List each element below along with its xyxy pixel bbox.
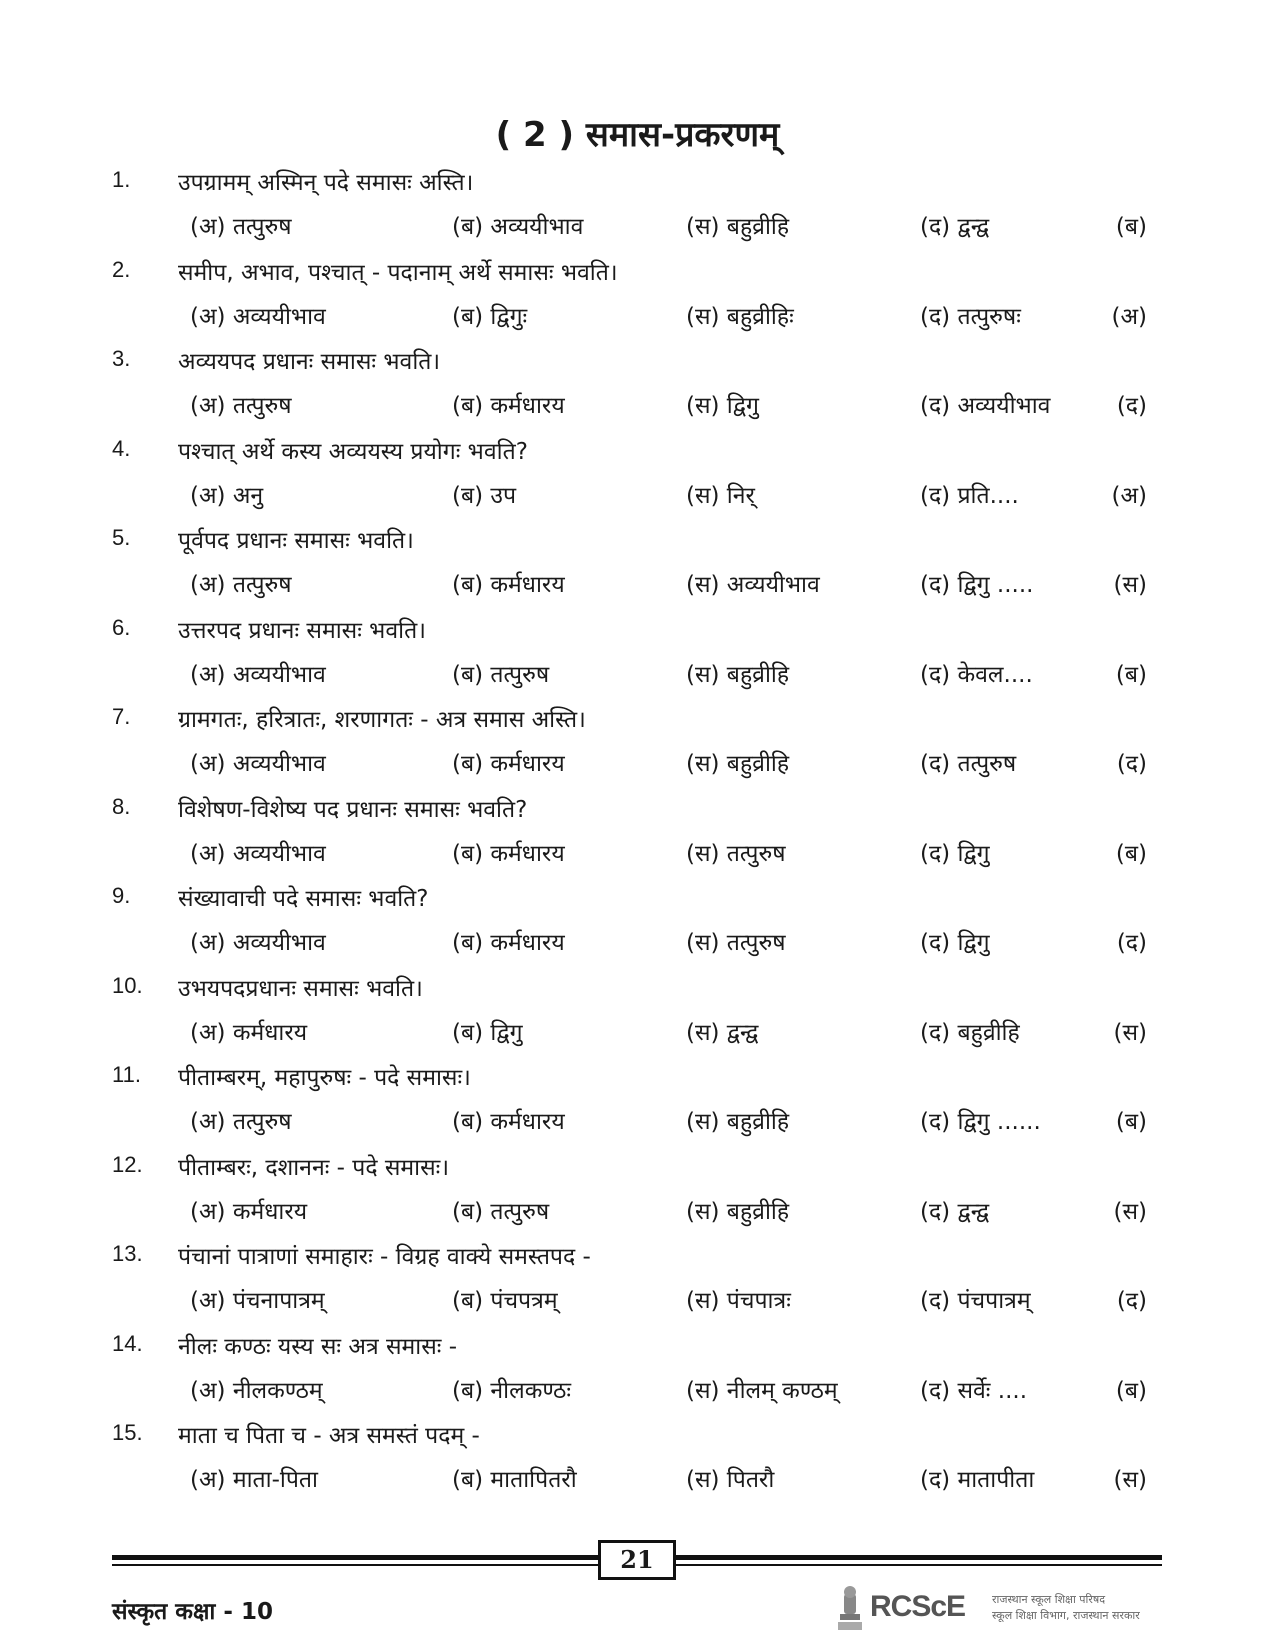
options-row <box>0 836 1275 876</box>
option-2: (स) बहुव्रीहि <box>686 751 790 777</box>
option-2: (स) बहुव्रीहिः <box>686 303 794 330</box>
options-row <box>0 925 1275 965</box>
logo-subtitle-line-2: स्कूल शिक्षा विभाग, राजस्थान सरकार <box>992 1609 1140 1622</box>
question-number: 12. <box>112 1151 143 1177</box>
option-1: (ब) उप <box>452 482 517 509</box>
option-3: (द) द्वन्द्व <box>920 214 990 240</box>
option-1: (ब) मातापितरौ <box>452 1467 577 1493</box>
option-0: (अ) अव्ययीभाव <box>190 840 326 867</box>
option-1: (ब) कर्मधारय <box>452 393 565 419</box>
option-0: (अ) पंचनापात्रम् <box>190 1288 325 1314</box>
options-row <box>0 478 1275 518</box>
option-2: (स) पितरौ <box>686 1467 775 1493</box>
question-text: नीलः कण्ठः यस्य सः अत्र समासः - <box>178 1333 458 1360</box>
answer-key: (स) <box>1113 1019 1147 1046</box>
question-text: उभयपदप्रधानः समासः भवति। <box>178 975 423 1002</box>
question-text: पीताम्बरम्, महापुरुषः - पदे समासः। <box>178 1065 471 1091</box>
option-3: (द) तत्पुरुषः <box>920 303 1021 330</box>
option-0: (अ) माता-पिता <box>190 1467 318 1493</box>
option-0: (अ) अनु <box>190 482 264 509</box>
option-0: (अ) कर्मधारय <box>190 1198 308 1225</box>
option-0: (अ) नीलकण्ठम् <box>190 1377 323 1404</box>
question-item <box>0 1150 1275 1240</box>
options-row <box>0 1462 1275 1502</box>
option-3: (द) द्विगु ...... <box>920 1109 1041 1135</box>
options-row <box>0 1373 1275 1413</box>
answer-key: (स) <box>1113 1467 1147 1493</box>
option-2: (स) नीलम् कण्ठम् <box>686 1377 838 1404</box>
question-number: 2. <box>112 256 131 282</box>
question-number: 3. <box>112 346 131 371</box>
option-0: (अ) अव्ययीभाव <box>190 751 326 777</box>
question-list <box>0 165 1275 1508</box>
option-3: (द) केवल.... <box>920 661 1033 688</box>
answer-key: (ब) <box>1115 214 1147 240</box>
emblem-icon <box>836 1584 864 1634</box>
option-1: (ब) कर्मधारय <box>452 840 565 867</box>
option-2: (स) द्वन्द्व <box>686 1019 759 1046</box>
question-number: 5. <box>112 525 131 550</box>
option-0: (अ) तत्पुरुष <box>190 393 292 419</box>
question-item <box>0 881 1275 971</box>
option-2: (स) बहुव्रीहि <box>686 214 790 240</box>
question-number: 13. <box>112 1241 143 1266</box>
option-1: (ब) तत्पुरुष <box>452 661 550 688</box>
option-0: (अ) तत्पुरुष <box>190 214 292 240</box>
question-text: पंचानां पात्राणां समाहारः - विग्रह वाक्ये समस्तपद - <box>178 1244 591 1270</box>
option-0: (अ) अव्ययीभाव <box>190 661 326 688</box>
options-row <box>0 567 1275 607</box>
answer-key: (ब) <box>1115 1377 1147 1404</box>
option-3: (द) अव्ययीभाव <box>920 393 1051 419</box>
question-number: 10. <box>112 972 143 998</box>
option-2: (स) बहुव्रीहि <box>686 1109 790 1135</box>
option-2: (स) पंचपात्रः <box>686 1288 791 1314</box>
option-3: (द) द्वन्द्व <box>920 1198 990 1225</box>
option-2: (स) तत्पुरुष <box>686 930 786 956</box>
question-item <box>0 255 1275 345</box>
option-2: (स) द्विगु <box>686 393 759 419</box>
option-0: (अ) तत्पुरुष <box>190 572 292 598</box>
question-number: 1. <box>112 167 131 192</box>
question-item <box>0 1329 1275 1419</box>
page-title: ( 2 ) समास-प्रकरणम् <box>495 115 780 155</box>
question-text: उत्तरपद प्रधानः समासः भवति। <box>178 617 426 644</box>
option-1: (ब) नीलकण्ठः <box>452 1377 572 1404</box>
question-number: 8. <box>112 793 131 819</box>
answer-key: (ब) <box>1115 661 1147 688</box>
option-1: (ब) कर्मधारय <box>452 1109 565 1135</box>
question-item <box>0 1418 1275 1508</box>
option-1: (ब) कर्मधारय <box>452 930 565 956</box>
options-row <box>0 1194 1275 1234</box>
question-item <box>0 613 1275 703</box>
question-item <box>0 434 1275 524</box>
question-item <box>0 792 1275 882</box>
options-row <box>0 1104 1275 1144</box>
logo-text: RCScE <box>870 1590 966 1623</box>
option-0: (अ) अव्ययीभाव <box>190 303 326 330</box>
question-text: पूर्वपद प्रधानः समासः भवति। <box>178 528 414 554</box>
question-number: 4. <box>112 435 131 461</box>
question-item <box>0 165 1275 255</box>
question-item <box>0 702 1275 792</box>
answer-key: (द) <box>1116 751 1147 777</box>
option-0: (अ) कर्मधारय <box>190 1019 308 1046</box>
option-1: (ब) तत्पुरुष <box>452 1198 550 1225</box>
question-number: 7. <box>112 704 131 729</box>
question-item <box>0 523 1275 613</box>
question-number: 6. <box>112 614 131 640</box>
answer-key: (द) <box>1116 393 1147 419</box>
options-row <box>0 1283 1275 1323</box>
option-3: (द) सर्वेः .... <box>920 1377 1028 1404</box>
question-number: 9. <box>112 883 131 908</box>
answer-key: (ब) <box>1115 1109 1147 1135</box>
options-row <box>0 299 1275 339</box>
book-title: संस्कृत कक्षा - 10 <box>112 1599 273 1625</box>
option-3: (द) द्विगु <box>920 840 990 867</box>
question-text: पश्चात् अर्थे कस्य अव्ययस्य प्रयोगः भवति? <box>178 438 528 465</box>
logo-subtitle <box>992 1592 1140 1624</box>
options-row <box>0 657 1275 697</box>
page-footer <box>0 1540 1275 1651</box>
option-1: (ब) कर्मधारय <box>452 751 565 777</box>
option-3: (द) द्विगु <box>920 930 990 956</box>
question-item <box>0 344 1275 434</box>
option-2: (स) तत्पुरुष <box>686 840 786 867</box>
question-text: समीप, अभाव, पश्चात् - पदानाम् अर्थे समासः भवति। <box>178 259 618 286</box>
option-2: (स) बहुव्रीहि <box>686 661 790 688</box>
answer-key: (स) <box>1113 1198 1147 1225</box>
option-2: (स) निर् <box>686 482 755 509</box>
answer-key: (स) <box>1113 572 1147 598</box>
options-row <box>0 746 1275 786</box>
option-1: (ब) अव्ययीभाव <box>452 214 584 240</box>
options-row <box>0 209 1275 249</box>
page-number: 21 <box>598 1540 676 1580</box>
option-3: (द) मातापीता <box>920 1467 1035 1493</box>
question-item <box>0 971 1275 1061</box>
question-number: 15. <box>112 1420 143 1445</box>
answer-key: (द) <box>1116 930 1147 956</box>
answer-key: (अ) <box>1111 303 1147 330</box>
question-text: अव्ययपद प्रधानः समासः भवति। <box>178 349 441 375</box>
option-2: (स) बहुव्रीहि <box>686 1198 790 1225</box>
option-2: (स) अव्ययीभाव <box>686 572 820 598</box>
question-number: 11. <box>112 1062 141 1087</box>
question-item <box>0 1060 1275 1150</box>
option-1: (ब) द्विगु <box>452 1019 523 1046</box>
option-1: (ब) पंचपत्रम् <box>452 1288 558 1314</box>
question-item <box>0 1239 1275 1329</box>
logo-subtitle-line-1: राजस्थान स्कूल शिक्षा परिषद <box>992 1593 1106 1606</box>
option-3: (द) पंचपात्रम् <box>920 1288 1031 1314</box>
options-row <box>0 388 1275 428</box>
question-text: पीताम्बरः, दशाननः - पदे समासः। <box>178 1154 450 1181</box>
option-0: (अ) तत्पुरुष <box>190 1109 292 1135</box>
question-text: संख्यावाची पदे समासः भवति? <box>178 886 429 912</box>
publisher-logo <box>836 1582 1140 1638</box>
answer-key: (द) <box>1116 1288 1147 1314</box>
option-3: (द) द्विगु ..... <box>920 572 1034 598</box>
options-row <box>0 1015 1275 1055</box>
option-3: (द) बहुव्रीहि <box>920 1019 1020 1046</box>
question-text: माता च पिता च - अत्र समस्तं पदम् - <box>178 1423 480 1449</box>
answer-key: (ब) <box>1115 840 1147 867</box>
option-1: (ब) कर्मधारय <box>452 572 565 598</box>
question-text: उपग्रामम् अस्मिन् पदे समासः अस्ति। <box>178 170 474 196</box>
question-number: 14. <box>112 1330 143 1356</box>
question-text: विशेषण-विशेष्य पद प्रधानः समासः भवति? <box>178 796 528 823</box>
option-0: (अ) अव्ययीभाव <box>190 930 326 956</box>
question-text: ग्रामगतः, हरित्रातः, शरणागतः - अत्र समास अस्ति। <box>178 707 586 733</box>
option-3: (द) प्रति.... <box>920 482 1019 509</box>
option-3: (द) तत्पुरुष <box>920 751 1017 777</box>
answer-key: (अ) <box>1111 482 1147 509</box>
option-1: (ब) द्विगुः <box>452 303 528 330</box>
